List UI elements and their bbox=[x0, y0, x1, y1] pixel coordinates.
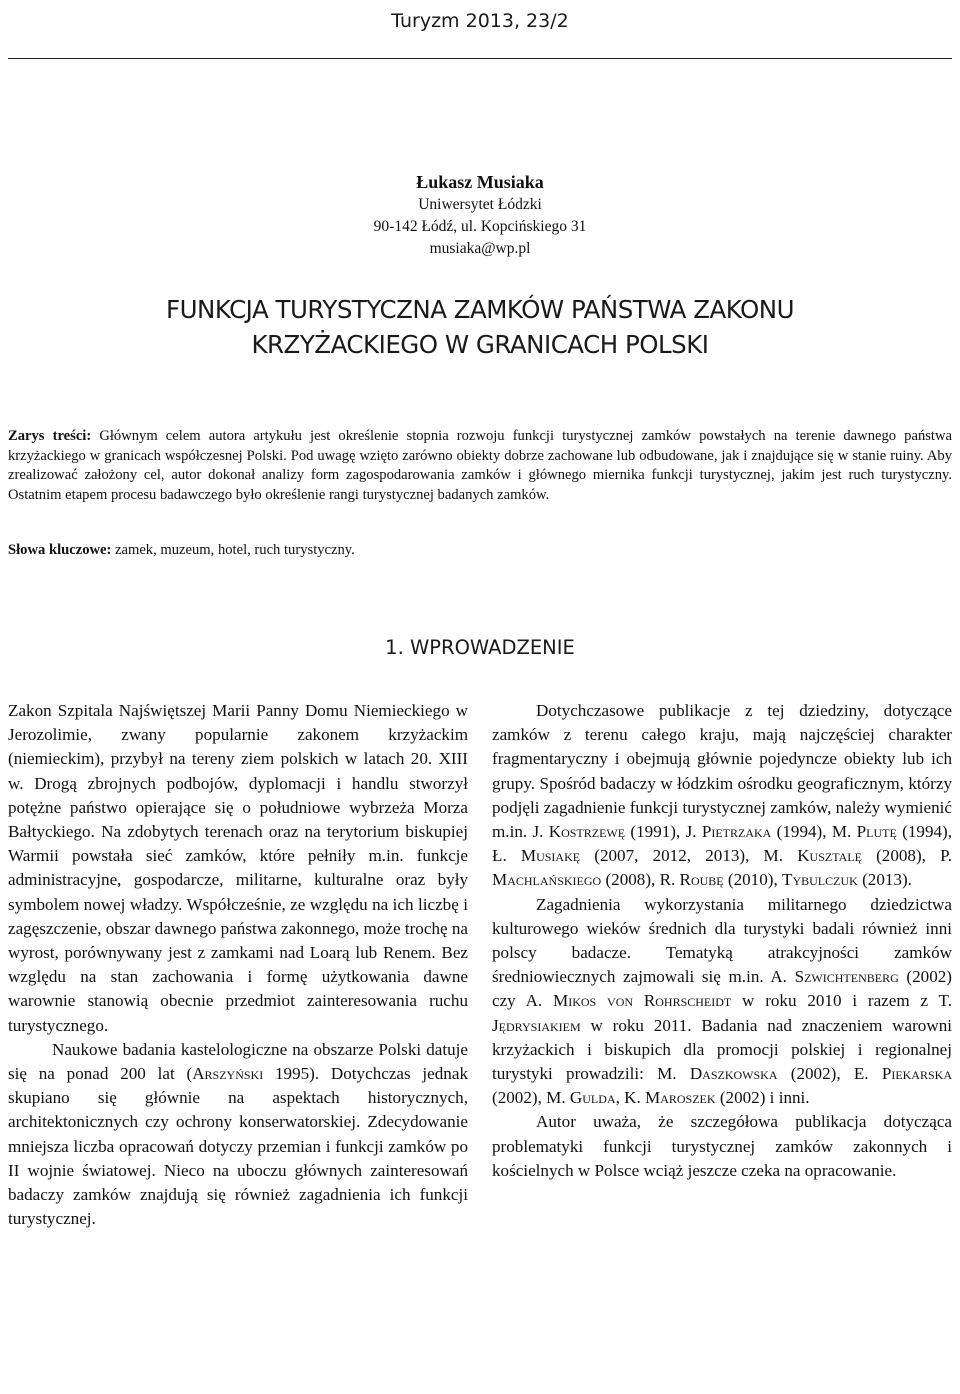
text-run: (2008), R. bbox=[601, 870, 680, 890]
paragraph bbox=[492, 893, 952, 1111]
citation-author: Maroszek bbox=[645, 1088, 716, 1108]
title-line-2: KRZYŻACKIEGO W GRANICACH POLSKI bbox=[251, 330, 709, 359]
paragraph bbox=[492, 699, 952, 893]
author-address: 90-142 Łódź, ul. Kopcińskiego 31 bbox=[373, 218, 587, 235]
author-name: Łukasz Musiaka bbox=[416, 172, 544, 192]
text-run: Naukowe badania kastelologiczne na obszarze Polski datuje się na ponad 200 lat ( bbox=[8, 1039, 468, 1084]
citation-author: Plutę bbox=[856, 822, 897, 842]
text-run: Zagadnienia wykorzystania militarnego dziedzictwa kulturowego wieków średnich dla turystyki badali również inni polscy badacze. Tematyką atrakcyjności zamków średniowiecznych zajmowali się m.in. A. bbox=[492, 894, 952, 987]
abstract-text: Głównym celem autora artykułu jest określenie stopnia rozwoju funkcji turystycznej zamków powstałych na terenie dawnego państwa krzyżackiego w granicach współczesnej Polski. Pod uwagę wzięto zarówno obiekty dobrze zachowane lub odbudowane, jak i znajdujące się w stanie ruiny. Aby zrealizować założony cel, autor dokonał analizy form zagospodarowania zamków i głównego miernika funkcji turystycznej, jakim jest ruch turystyczny. Ostatnim etapem procesu badawczego było określenie rangi turystycznej badanych zamków. bbox=[8, 428, 952, 503]
title-line-1: FUNKCJA TURYSTYCZNA ZAMKÓW PAŃSTWA ZAKONU bbox=[165, 295, 795, 324]
abstract bbox=[8, 427, 952, 505]
text-run: (2002), E. bbox=[777, 1064, 882, 1084]
citation-author: Piekarska bbox=[881, 1064, 952, 1084]
citation-author: Kusztalę bbox=[797, 846, 862, 866]
text-run: 1995). Dotychczas jednak skupiano się głównie na aspektach historycznych, architektonicznych czy ochrony konserwatorskiej. Zdecydowanie mniejsza liczba opracowań dotyczy przemian i funkcji zamków po II wojnie światowej. Nieco na uboczu głównych zainteresowań badaczy zamków znajdują się również zagadnienia ich funkcji turystycznej. bbox=[8, 1064, 468, 1229]
citation-author: Pietrzaka bbox=[701, 822, 772, 842]
citation-author: Mikos von Rohrscheidt bbox=[553, 991, 732, 1011]
author-affiliation: Uniwersytet Łódzki bbox=[418, 196, 542, 213]
author-block bbox=[0, 170, 960, 260]
right-column bbox=[492, 699, 952, 1183]
text-run: w roku 2010 i razem z T. bbox=[731, 991, 952, 1011]
text-run: (2002), M. bbox=[492, 1088, 570, 1108]
text-run: (1991), J. bbox=[625, 822, 702, 842]
text-run: (1994), Ł. bbox=[492, 822, 953, 866]
citation-author: Szwichtenberg bbox=[794, 967, 899, 987]
section-heading: 1. WPROWADZENIE bbox=[385, 636, 575, 659]
keywords bbox=[8, 541, 952, 561]
text-run: (2013). bbox=[857, 870, 912, 890]
citation-author: Machlańskiego bbox=[492, 870, 602, 890]
citation-author: Arszyński bbox=[192, 1064, 264, 1084]
paragraph: Autor uważa, że szczegółowa publikacja dotycząca problematyki funkcji turystycznej zamków zakonnych i kościelnych w Polsce wciąż jeszcze czeka na opracowanie. bbox=[492, 1112, 952, 1180]
text-run: (2002) i inni. bbox=[715, 1088, 810, 1108]
journal-header: Turyzm 2013, 23/2 bbox=[391, 10, 569, 32]
citation-author: Roubę bbox=[679, 870, 724, 890]
keywords-text: zamek, muzeum, hotel, ruch turystyczny. bbox=[111, 542, 355, 558]
text-run: w roku 2011. Badania nad znaczeniem warowni krzyżackich i biskupich dla promocji polskiej i regionalnej turystyki prowadzili: M. bbox=[492, 1015, 952, 1084]
text-run: , K. bbox=[615, 1088, 646, 1108]
citation-author: Gulda bbox=[569, 1088, 616, 1108]
left-column bbox=[8, 699, 468, 1231]
abstract-label: Zarys treści: bbox=[8, 428, 92, 444]
citation-author: Kostrzewę bbox=[548, 822, 626, 842]
header-rule bbox=[8, 58, 952, 59]
text-run: (2008), P. bbox=[861, 846, 952, 866]
paragraph: Zakon Szpitala Najświętszej Marii Panny Domu Niemieckiego w Jerozolimie, zwany popularnie zakonem krzyżackim (niemieckim), przybył na tereny ziem polskich w latach 20. XIII w. Drogą zbrojnych podbojów, dyplomacji i handlu stworzył potężne państwo opierające się o południowe wybrzeża Morza Bałtyckiego. Na zdobytych terenach oraz na terytorium biskupiej Warmii powstała sieć zamków, które pełniły m.in. funkcje administracyjne, gospodarcze, militarne, kulturalne oraz były symbolem nowej władzy. Współcześnie, ze względu na ich liczbę i zagęszczenie, obszar dawnego państwa zakonnego, może trochę na wyrost, porównywany jest z zamkami nad Loarą lub Renem. Bez względu na stan zachowania i formę użytkowania dawne warownie stanowią obecnie przedmiot zainteresowania ruchu turystycznego. bbox=[8, 701, 468, 1035]
keywords-label: Słowa kluczowe: bbox=[8, 542, 112, 558]
paragraph bbox=[8, 1038, 468, 1232]
citation-author: Tybulczuk bbox=[782, 870, 858, 890]
author-email: musiaka@wp.pl bbox=[429, 240, 531, 257]
citation-author: Daszkowska bbox=[689, 1064, 778, 1084]
text-run: (2002) czy A. bbox=[492, 967, 952, 1011]
text-run: Dotychczasowe publikacje z tej dziedziny, dotyczące zamków z terenu całego kraju, mają najczęściej charakter fragmentaryczny i obejmują głównie pojedyncze obiekty lub ich grupy. Spośród badaczy w łódzkim ośrodku geograficznym, którzy podjęli zagadnienie funkcji turystycznej zamków, należy wymienić m.in. J. bbox=[492, 701, 952, 842]
citation-author: Musiakę bbox=[520, 846, 581, 866]
text-run: (1994), M. bbox=[771, 822, 857, 842]
citation-author: Jędrysiakiem bbox=[492, 1015, 581, 1035]
text-run: (2007, 2012, 2013), M. bbox=[580, 846, 798, 866]
article-title bbox=[0, 292, 960, 362]
text-run: (2010), bbox=[723, 870, 783, 890]
